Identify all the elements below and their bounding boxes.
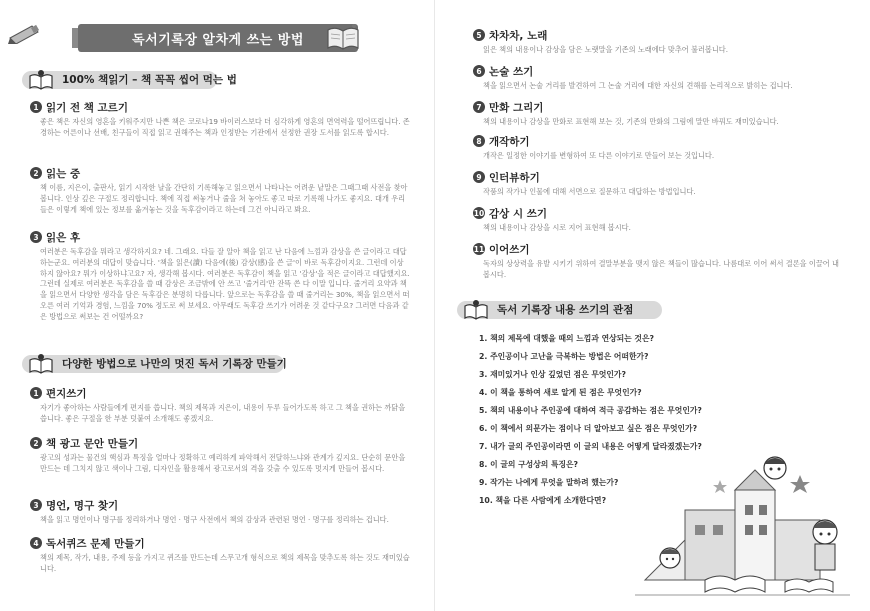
section-header-text: 다양한 방법으로 나만의 멋진 독서 기록장 만들기 [62, 358, 287, 370]
item-title-text: 읽기 전 책 고르기 [46, 101, 128, 114]
method-6 [473, 64, 845, 92]
method-3 [30, 498, 410, 526]
item-body: 책의 내용이나 감상을 시로 지어 표현해 봅시다. [483, 223, 631, 232]
item-title [30, 498, 410, 512]
item-body: 개작은 일정한 이야기를 변형하여 또 다른 이야기로 만들어 보는 것입니다. [483, 151, 715, 160]
section-header-text: 100% 책읽기 – 책 꼭꼭 씹어 먹는 법 [62, 74, 237, 86]
number-badge: 3 [30, 499, 42, 511]
page-title-text: 독서기록장 알차게 쓰는 방법 [132, 32, 304, 48]
number-badge: 11 [473, 244, 485, 254]
item-title-text: 독서퀴즈 문제 만들기 [46, 537, 145, 550]
item-title-text: 개작하기 [489, 135, 530, 148]
question-item: 2. 주인공이나 고난을 극복하는 방법은 어떠한가? [479, 352, 649, 361]
reading-step-3 [30, 230, 410, 323]
section-header-reading [0, 68, 420, 92]
number-badge: 2 [30, 167, 42, 179]
question-item: 6. 이 책에서 의문가는 점이나 더 알아보고 싶은 점은 무엇인가? [479, 424, 698, 433]
item-body: 읽은 책의 내용이나 감상을 담은 노랫말을 기존의 노래에다 맞추어 불러봅니다. [483, 45, 729, 54]
number-badge: 7 [473, 101, 485, 113]
number-badge: 10 [473, 208, 485, 218]
number-badge: 4 [30, 537, 42, 549]
item-title-text: 차차차, 노래 [489, 29, 548, 42]
item-title [30, 166, 410, 180]
item-title-text: 명언, 명구 찾기 [46, 499, 119, 512]
item-body: 책의 내용이나 감상을 만화로 표현해 보는 것, 기존의 만화의 그림에 말만 바꿔도 재미있습니다. [483, 117, 779, 126]
item-title [30, 230, 410, 244]
item-body: 좋은 책은 자신의 영혼을 키워주지만 나쁜 책은 코로나19 바이러스보다 더 심각하게 영혼의 면역력을 떨어뜨립니다. 존경하는 어른이나 선배, 친구들이 직접 읽고 권해주는 책과 인정받는 기관에서 선정한 권장 도서를 읽도록 합시다. [40, 117, 410, 137]
item-title [473, 206, 845, 220]
section-header-text: 독서 기록장 내용 쓰기의 관점 [497, 304, 634, 316]
item-title [473, 242, 845, 256]
question-item: 4. 이 책을 통하여 새로 알게 된 점은 무엇인가? [479, 388, 642, 397]
right-page [435, 0, 870, 611]
open-book-icon [326, 22, 360, 52]
item-title-text: 읽은 후 [46, 231, 81, 244]
number-badge: 1 [30, 387, 42, 399]
reader-icon [28, 352, 54, 376]
item-title [473, 100, 845, 114]
item-title-text: 책 광고 문안 만들기 [46, 437, 139, 450]
question-item: 10. 책을 다른 사람에게 소개한다면? [479, 496, 607, 505]
item-title [30, 536, 410, 550]
item-title [30, 436, 410, 450]
item-body: 독자의 상상력을 유발 시키기 위하여 결말부분을 맺지 않은 책들이 많습니다. 나름대로 이어 써서 결론을 이끌어 내 봅시다. [483, 259, 839, 279]
question-item: 9. 작가는 나에게 무엇을 말하려 했는가? [479, 478, 619, 487]
method-2 [30, 436, 410, 475]
item-title-text: 읽는 중 [46, 167, 81, 180]
item-title-text: 인터뷰하기 [489, 171, 540, 184]
item-title-text: 이어쓰기 [489, 243, 530, 256]
item-body: 책의 제목, 작가, 내용, 주제 등을 가지고 퀴즈를 만드는데 스무고개 형식으로 책의 제목을 맞추도록 하는 것도 재미있습니다. [40, 553, 410, 573]
pencil-icon [8, 24, 44, 44]
children-reading-illustration [625, 440, 855, 600]
item-title [473, 170, 845, 184]
item-body: 여러분은 독후감을 뭐라고 생각하지요? 네. 그래요. 다들 잘 알아 책을 읽고 난 다음에 느낌과 감상을 쓴 글이라고 대답하는군요. 여러분의 대답이 맞습니다. '책을 읽은(讀) 다음에(後) 감상(感)을 쓴 글'이 바로 독후감이지요. 그런데 이상하지 않아요? 뭐가 이상하냐고요? 자, 생각해 봅시다. 여러분은 독후감이 책을 읽고 '감상'을 적은 글이라고 대답했지요. 그런데 실제로 여러분은 독후감을 쓸 때 감상은 조금밖에 안 쓰고 '줄거리'만 잔뜩 쓴 다 이말 입니다. 줄거리 요약과 책을 읽으면서 다양한 생각을 담은 독후감은 분명히 다릅니다. 앞으로는 독후감을 쓸 때 줄거리는 30%, 책을 읽으면서 떠오른 여러 기억과 경험, 느낌을 70% 정도로 써 보세요. 아무래도 독후감 쓰기가 어려운 것 같다구요? 그러면 다음과 같은 방법으로 써보는 건 어떨까요? [40, 247, 410, 321]
item-title-text: 논술 쓰기 [489, 65, 534, 78]
method-9 [473, 170, 845, 198]
number-badge: 1 [30, 101, 42, 113]
item-body: 작품의 작가나 인물에 대해 서면으로 질문하고 대답하는 방법입니다. [483, 187, 696, 196]
reading-step-1 [30, 100, 410, 139]
item-title-text: 편지쓰기 [46, 387, 87, 400]
item-title-text: 만화 그리기 [489, 101, 544, 114]
number-badge: 2 [30, 437, 42, 449]
item-title [473, 64, 845, 78]
question-item: 1. 책의 제목에 대했을 때의 느낌과 연상되는 것은? [479, 334, 655, 343]
item-title [30, 386, 410, 400]
question-item: 8. 이 글의 구성상의 특징은? [479, 460, 579, 469]
question-item: 7. 내가 글의 주인공이라면 이 글의 내용은 어떻게 달라졌겠는가? [479, 442, 702, 451]
reader-icon [463, 298, 489, 322]
method-4 [30, 536, 410, 575]
number-badge: 8 [473, 135, 485, 147]
method-1 [30, 386, 410, 425]
reader-icon [28, 68, 54, 92]
method-7 [473, 100, 845, 128]
item-title-text: 감상 시 쓰기 [489, 207, 548, 220]
question-item: 5. 책의 내용이나 주인공에 대하여 적극 공감하는 점은 무엇인가? [479, 406, 702, 415]
page-title [78, 24, 358, 52]
item-title [473, 134, 845, 148]
method-5 [473, 28, 845, 56]
item-body: 책 이름, 지은이, 출판사, 읽기 시작한 날을 간단히 기록해놓고 읽으면서 나타나는 어려운 낱말은 그때그때 사전을 찾아봅니다. 인상 깊은 구절도 정리합니다. 책에 직접 써놓거나 줄을 쳐 놓아도 좋고 따로 기록해 나가도 좋지요. 대개 우리들은 이렇게 책에 있는 정보를 옮겨놓는 것을 독후감이라고 하는데 그건 아니라고 봐요. [40, 183, 408, 214]
section-header-methods [0, 352, 420, 376]
question-item: 3. 재미있거나 인상 깊었던 점은 무엇인가? [479, 370, 626, 379]
item-body: 책을 읽으면서 논술 거리를 발견하여 그 논술 거리에 대한 자신의 견해를 논리적으로 밝히는 겁니다. [483, 81, 793, 90]
method-8 [473, 134, 845, 162]
item-title [30, 100, 410, 114]
number-badge: 3 [30, 231, 42, 243]
number-badge: 5 [473, 29, 485, 41]
number-badge: 9 [473, 171, 485, 183]
method-11 [473, 242, 845, 281]
reading-step-2 [30, 166, 410, 215]
item-body: 광고의 성과는 물건의 핵심과 특징을 얼마나 정확하고 예리하게 파악해서 전달하느냐와 관계가 깊지요. 단순히 문안을 만드는 데 그치지 않고 색이나 그림, 디자인을 활용해서 광고로서의 격을 갖출 수 있도록 멋지게 만들어 봅시다. [40, 453, 406, 473]
item-body: 책을 읽고 명언이나 명구를 정리하거나 명언 · 명구 사전에서 책의 감상과 관련된 명언 · 명구를 정리하는 겁니다. [40, 515, 389, 524]
number-badge: 6 [473, 65, 485, 77]
section-header-perspectives [435, 298, 855, 322]
item-body: 자기가 좋아하는 사람들에게 편지를 씁니다. 책의 제목과 지은이, 내용이 두루 들어가도록 하고 그 책을 권하는 까닭을 씁니다. 좋은 구절을 한 부분 덧붙여 소개해도 좋겠지요. [40, 403, 406, 423]
method-10 [473, 206, 845, 234]
item-title [473, 28, 845, 42]
